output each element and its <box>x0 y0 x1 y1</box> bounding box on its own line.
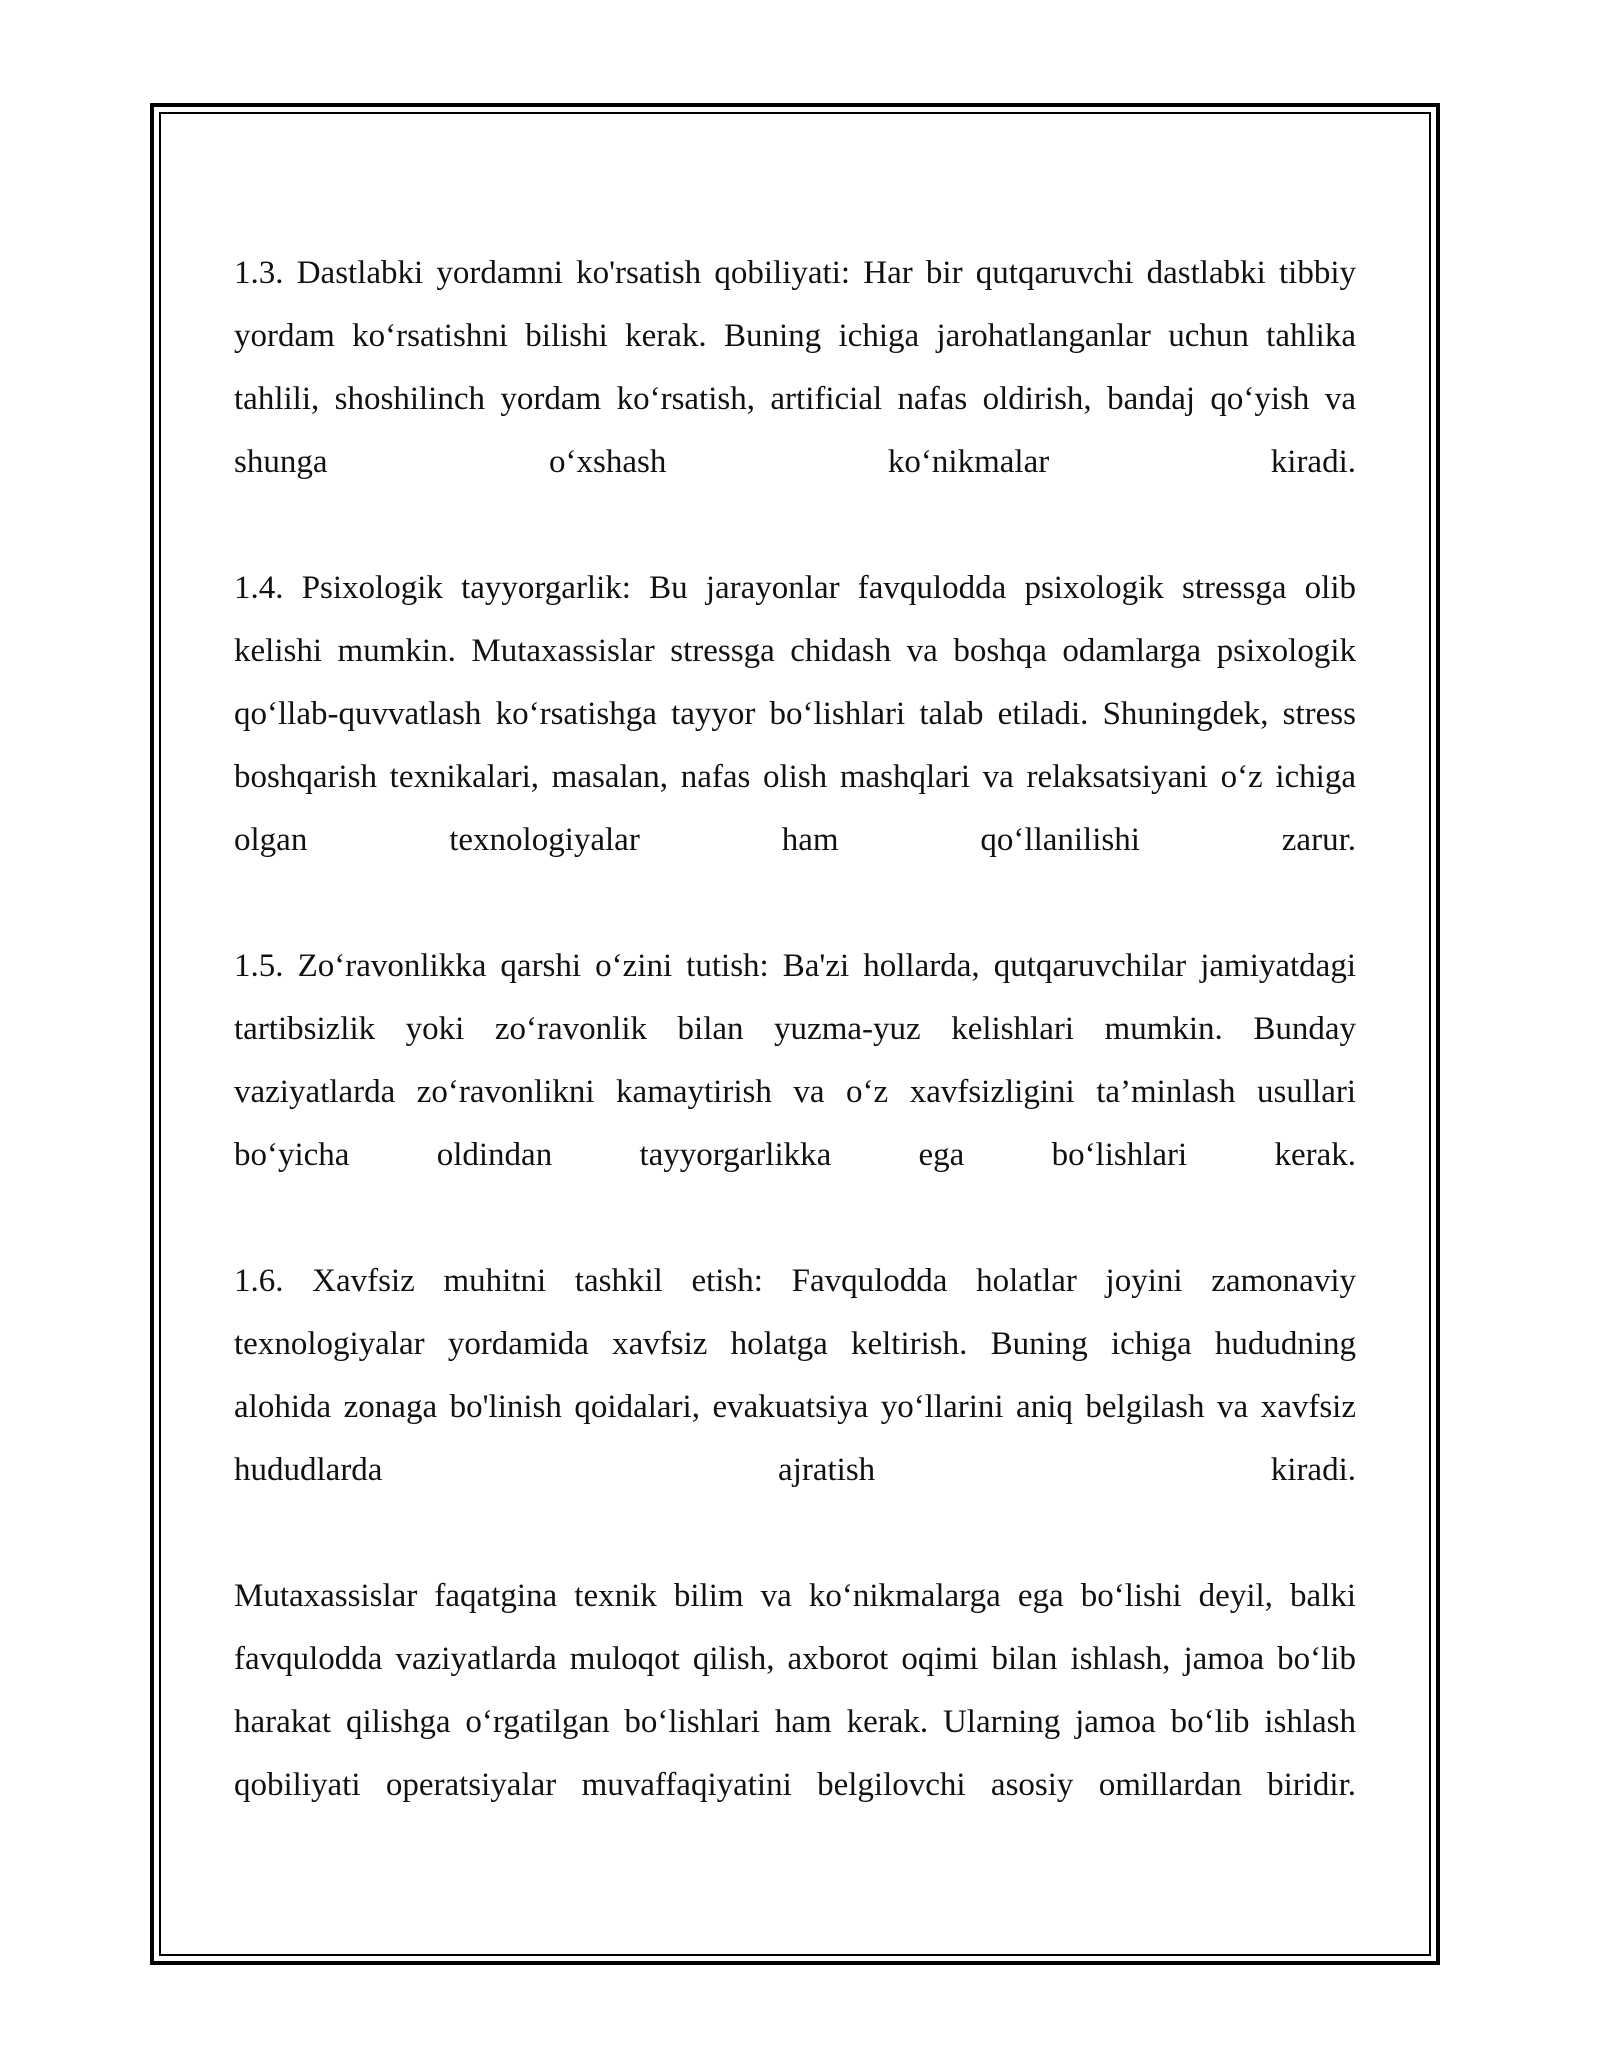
paragraph-conclusion: Mutaxassislar faqatgina texnik bilim va ko‘nikmalarga ega bo‘lishi deyil, balki favqulodda vaziyatlarda muloqot qilish, axborot oqimi bilan ishlash, jamoa bo‘lib harakat qilishga o‘rgatilgan bo‘lishlari ham kerak. Ularning jamoa bo‘lib ishlash qobiliyati operatsiyalar muvaffaqiyatini belgilovchi asosiy omillardan biridir. <box>234 1578 1356 1803</box>
document-body <box>234 242 1356 1817</box>
paragraph-1-5-violence-response: 1.5. Zo‘ravonlikka qarshi o‘zini tutish: Ba'zi hollarda, qutqaruvchilar jamiyatdagi tartibsizlik yoki zo‘ravonlik bilan yuzma-yuz kelishlari mumkin. Bunday vaziyatlarda zo‘ravonlikni kamaytirish va o‘z xavfsizligini ta’minlash usullari bo‘yicha oldindan tayyorgarlikka ega bo‘lishlari kerak. <box>234 948 1356 1173</box>
paragraph-1-6-safe-environment: 1.6. Xavfsiz muhitni tashkil etish: Favqulodda holatlar joyini zamonaviy texnologiyalar yordamida xavfsiz holatga keltirish. Buning ichiga hududning alohida zonaga bo'linish qoidalari, evakuatsiya yo‘llarini aniq belgilash va xavfsiz hududlarda ajratish kiradi. <box>234 1263 1356 1488</box>
paragraph-1-3-first-aid: 1.3. Dastlabki yordamni ko'rsatish qobiliyati: Har bir qutqaruvchi dastlabki tibbiy yordam ko‘rsatishni bilishi kerak. Buning ichiga jarohatlanganlar uchun tahlika tahlili, shoshilinch yordam ko‘rsatish, artificial nafas oldirish, bandaj qo‘yish va shunga o‘xshash ko‘nikmalar kiradi. <box>234 255 1356 480</box>
paragraph-1-4-psychological-readiness: 1.4. Psixologik tayyorgarlik: Bu jarayonlar favqulodda psixologik stressga olib kelishi mumkin. Mutaxassislar stressga chidash va boshqa odamlarga psixologik qo‘llab-quvvatlash ko‘rsatishga tayyor bo‘lishlari talab etiladi. Shuningdek, stress boshqarish texnikalari, masalan, nafas olish mashqlari va relaksatsiyani o‘z ichiga olgan texnologiyalar ham qo‘llanilishi zarur. <box>234 570 1356 858</box>
